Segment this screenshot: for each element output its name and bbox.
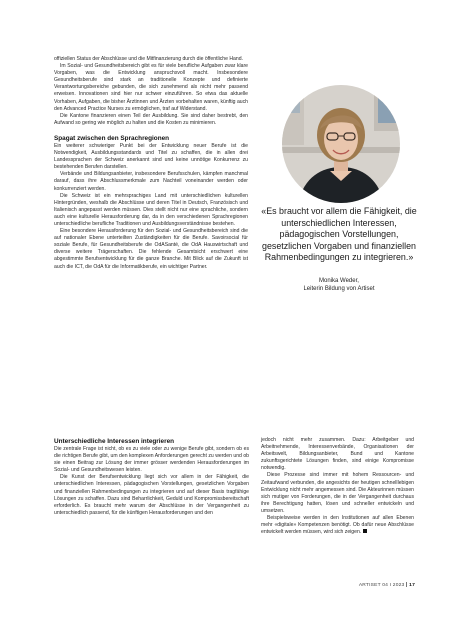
article-column-left-bottom xyxy=(54,437,249,517)
paragraph: Im Sozial- und Gesundheitsbereich gibt es für viele berufliche Aufgaben zwar klare Vorgaben, was die Entwicklung anspruchsvoll macht. Insbesondere Gesundheitsberufe sind stark an traditionelle Konzepte und definierte Verantwortungsbereiche gebunden, die sich zunehmend als nicht mehr passend erweisen. Innovationen sind hier nur schwer einzuführen. So etwa das aktuelle Vorhaben, Aufgaben, die bisher Ärztinnen und Ärzten vorbehalten waren, künftig auch den Advanced Practice Nurses zu ermöglichen, traf auf Widerstand. xyxy=(54,63,248,112)
paragraph: Diese Prozesse sind immer mit hohem Ressourcen- und Zeitaufwand verbunden, die angesichts der heutigen schnelllebigen Entwicklung nicht mehr angemessen sind. Die Akteurinnen müssen sich mutiger von Forderungen, die in der Vergangenheit durchaus ihre Berechtigung hatten, lösen und schneller entwickeln und umsetzen. xyxy=(261,472,414,514)
quote-author-role: Leiterin Bildung von Artiset xyxy=(303,286,375,292)
paragraph: Die zentrale Frage ist nicht, ob es zu viele oder zu wenige Berufe gibt, sondern ob es die richtigen Berufe gibt, um den komplexen Anforderungen gerecht zu werden und ob sie einen Beitrag zur Lösung der immer grösser werdenden Herausforderungen im Sozial- und Gesundheitswesen leisten. xyxy=(54,446,249,474)
quote-author-name: Monika Weder, xyxy=(319,278,359,284)
article-column-right-bottom xyxy=(261,437,414,536)
portrait-photo xyxy=(282,85,400,203)
section-heading: Unterschiedliche Interessen integrieren xyxy=(54,438,175,445)
paragraph: Ein weiterer schwieriger Punkt bei der Entwicklung neuer Berufe ist die Notwendigkeit, Ausbildungsstandards und Titel zu schaffen, die in allen drei Landessprachen der Schweiz anerkannt sind und keine unnötige Konkurrenz zu bestehenden Berufen darstellen. xyxy=(54,142,248,171)
paragraph: Die Schweiz ist ein mehrsprachiges Land mit unterschiedlichen kulturellen Hintergründen, weshalb die Abschlüsse und deren Titel in Deutsch, Französisch und Italienisch angepasst werden müssen. Dies stellt nicht nur eine sprachliche, sondern auch eine kulturelle Herausforderung dar, da in den verschiedenen Sprachregionen unterschiedliche berufliche Traditionen und Ausbildungsverständnisse bestehen. xyxy=(54,192,248,227)
pull-quote: «Es braucht vor allem die Fähigkeit, die unterschiedlichen Interessen, pädagogischen Vorstellungen, gesetzlichen Vorgaben und finanziellen Rahmenbedingungen zu integrieren.» xyxy=(261,206,417,263)
paragraph: Die Kunst der Berufsentwicklung liegt sich vor allem in der Fähigkeit, die unterschiedlichen Interessen, pädagogischen Vorstellungen, gesetzlichen Vorgaben und finanziellen Rahmenbedingungen zu integrieren und auf dieser Basis tragfähige Lösungen zu schaffen. Dazu sind Beharrlichkeit, Geduld und Kompromissbereitschaft erforderlich. Es braucht mehr warum der Abschlüsse in der Vergangenheit zu unterschiedlich passend, für die künftigen Herausforderungen und den xyxy=(54,474,249,516)
paragraph xyxy=(261,515,414,536)
end-square-icon xyxy=(363,529,367,533)
page-number: 17 xyxy=(409,582,415,588)
paragraph: Verbände und Bildungsanbieter, insbesondere Berufsschulen, kämpfen manchmal darauf, dass ihre Abschlussmerkmale zum Nachteil voneinander werden oder konkurrenziert werden. xyxy=(54,171,248,192)
paragraph: offiziellen Status der Abschlüsse und die Mitfinanzierung durch die öffentliche Hand. xyxy=(54,56,243,62)
quote-attribution xyxy=(254,277,424,293)
paragraph: jedoch nicht mehr zusammen. Dazu: Arbeitgeber und Arbeitnehmende, Interessenverbände, Organisationen der Arbeitswelt, Bildungsanbieter, Bund und Kantone zukunftsgerichtete Lösungen finden, sind einige Kompromisse notwendig. xyxy=(261,437,414,472)
paragraph: Die Kantone finanzieren einen Teil der Ausbildung. Sie sind daher bestrebt, den Aufwand so gering wie möglich zu halten und die Kosten zu minimieren. xyxy=(54,112,248,126)
article-column-left-top xyxy=(54,56,248,271)
paragraph-text: Beispielsweise werden in den Institutionen auf allen Ebenen mehr «digitale» Kompetenzen benötigt. Ob dafür neue Abschlüsse entwickelt werden müssen, wird sich zeigen. xyxy=(261,515,414,536)
page-footer xyxy=(330,582,415,588)
section-heading: Spagat zwischen den Sprachregionen xyxy=(54,134,170,142)
portrait-illustration xyxy=(282,85,400,203)
divider xyxy=(406,582,407,587)
paragraph: Eine besondere Herausforderung für den Sozial- und Gesundheitsbereich sind die auf nationaler Ebene unterteilten Zuständigkeiten für die Berufe. Savoirsocial für soziale Berufe, für Gesundheitsberufe die OdASanté, die OdA Hauswirtschaft und diverse weitere Trägerschaften. Die fehlende Gesamtsicht erschwert eine abgestimmte Berufsentwicklung für die ganze Branche. Mit Blick auf die Zukunft ist auch die ICT, die OdA für die Informatikberufe, ein wichtiger Partner. xyxy=(54,228,248,270)
magazine-issue: ARTISET 04 I 2023 xyxy=(358,582,405,588)
